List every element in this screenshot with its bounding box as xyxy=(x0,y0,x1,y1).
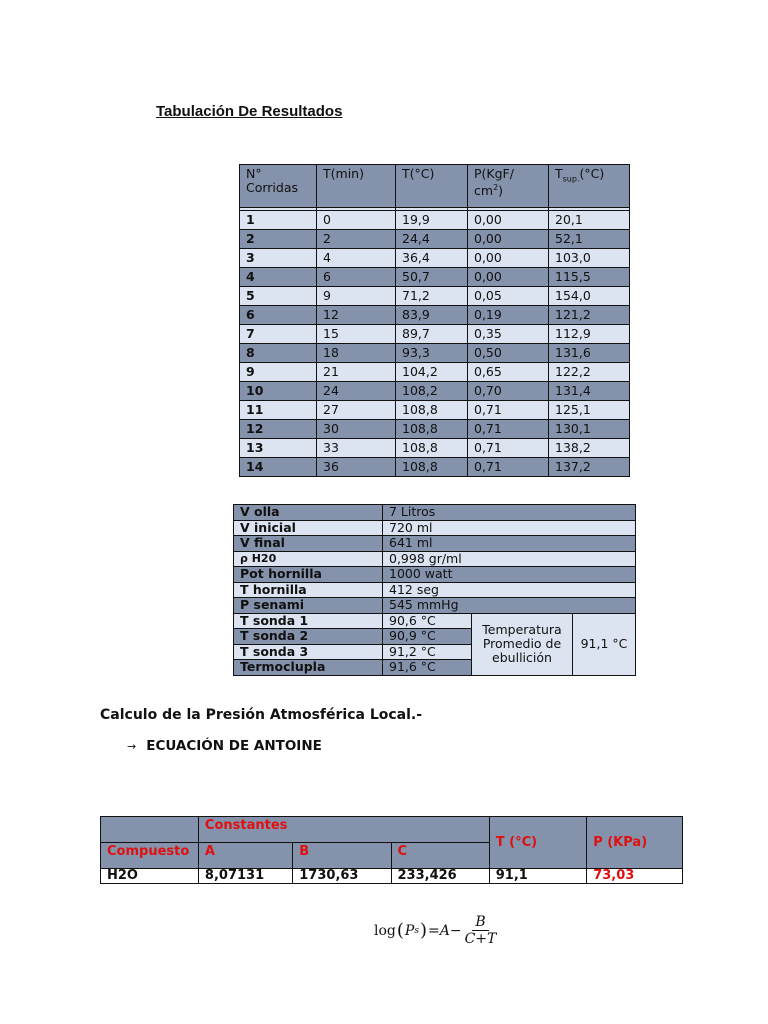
table-row xyxy=(240,382,630,401)
formula-a: A xyxy=(439,922,450,939)
cell-p: 0,71 xyxy=(468,420,549,439)
compuesto-header: Compuesto xyxy=(101,843,199,869)
cell-corridas: 10 xyxy=(240,382,317,401)
cell-tc: 50,7 xyxy=(396,268,468,287)
param-key: T sonda 2 xyxy=(234,629,383,645)
a-header: A xyxy=(198,843,292,869)
constantes-header: Constantes xyxy=(198,817,489,843)
param-value: 1000 watt xyxy=(383,567,636,583)
cell-tc: 108,2 xyxy=(396,382,468,401)
header-tmin: T(min) xyxy=(317,165,396,208)
cell-tc: 24,4 xyxy=(396,230,468,249)
cell-corridas: 5 xyxy=(240,287,317,306)
cell-tmin: 0 xyxy=(317,211,396,230)
cell-tc: 104,2 xyxy=(396,363,468,382)
cell-tmin: 9 xyxy=(317,287,396,306)
results-table-header xyxy=(240,165,630,208)
cell-tc: 19,9 xyxy=(396,211,468,230)
antoine-formula xyxy=(374,914,496,947)
header-tsup-main: T xyxy=(555,166,563,181)
cell-p: 0,65 xyxy=(468,363,549,382)
table-row xyxy=(234,598,636,614)
header-p: P(KgF/ $cm^2$) xyxy=(468,165,549,208)
param-value: 91,6 °C xyxy=(383,660,472,676)
table-row xyxy=(240,420,630,439)
formula-minus: − xyxy=(449,922,462,939)
cell-corridas: 7 xyxy=(240,325,317,344)
param-value: 0,998 gr/ml xyxy=(383,551,636,567)
cell-p: 0,71 xyxy=(468,458,549,477)
cell-p: 0,00 xyxy=(468,230,549,249)
cell-tsup: 112,9 xyxy=(549,325,630,344)
cell-tmin: 24 xyxy=(317,382,396,401)
table-row xyxy=(240,344,630,363)
results-table xyxy=(239,164,630,477)
param-value: 641 ml xyxy=(383,536,636,552)
cell-tmin: 30 xyxy=(317,420,396,439)
param-key: V final xyxy=(234,536,383,552)
table-row xyxy=(234,613,636,629)
cell-p: 0,00 xyxy=(468,249,549,268)
avg-temp-label: Temperatura Promedio de ebullición xyxy=(472,613,573,675)
param-key: T sonda 3 xyxy=(234,644,383,660)
cell-corridas: 12 xyxy=(240,420,317,439)
formula-eq: = xyxy=(427,922,440,939)
cell-tc: 83,9 xyxy=(396,306,468,325)
param-key: V inicial xyxy=(234,520,383,536)
cell-tc: 108,8 xyxy=(396,458,468,477)
param-key: V olla xyxy=(234,505,383,521)
antoine-title: ECUACIÓN DE ANTOINE xyxy=(146,738,322,754)
cell-tc: 89,7 xyxy=(396,325,468,344)
c-cell: 233,426 xyxy=(391,869,489,884)
param-value: 545 mmHg xyxy=(383,598,636,614)
param-key: T hornilla xyxy=(234,582,383,598)
table-row xyxy=(234,505,636,521)
cell-tc: 36,4 xyxy=(396,249,468,268)
header-tsup-sub: sup. xyxy=(562,174,580,184)
t-cell: 91,1 xyxy=(489,869,586,884)
cell-p: 0,00 xyxy=(468,211,549,230)
cell-p: 0,70 xyxy=(468,382,549,401)
header-tsup xyxy=(549,165,630,208)
table-row xyxy=(234,567,636,583)
cell-tsup: 137,2 xyxy=(549,458,630,477)
cell-corridas: 9 xyxy=(240,363,317,382)
parameters-table xyxy=(233,504,636,676)
cell-corridas: 13 xyxy=(240,439,317,458)
param-value: 90,9 °C xyxy=(383,629,472,645)
arrow-icon: → xyxy=(127,740,137,753)
cell-tmin: 27 xyxy=(317,401,396,420)
header-tsup-rest: (°C) xyxy=(579,166,605,181)
p-header: P (KPa) xyxy=(587,817,683,869)
header-tc: T(°C) xyxy=(396,165,468,208)
param-key: Termoclupla xyxy=(234,660,383,676)
cell-corridas: 4 xyxy=(240,268,317,287)
cell-tmin: 2 xyxy=(317,230,396,249)
cell-tsup: 20,1 xyxy=(549,211,630,230)
cell-tmin: 33 xyxy=(317,439,396,458)
cell-corridas: 14 xyxy=(240,458,317,477)
paren-close-icon: ) xyxy=(419,920,427,941)
cell-tsup: 131,4 xyxy=(549,382,630,401)
param-value: 412 seg xyxy=(383,582,636,598)
paren-open-icon: ( xyxy=(396,920,404,941)
table-row xyxy=(240,363,630,382)
cell-tmin: 18 xyxy=(317,344,396,363)
table-row xyxy=(240,439,630,458)
avg-temp-value: 91,1 °C xyxy=(573,613,636,675)
param-value: 720 ml xyxy=(383,520,636,536)
formula-den: C+T xyxy=(464,931,497,947)
cell-tsup: 154,0 xyxy=(549,287,630,306)
cell-p: 0,35 xyxy=(468,325,549,344)
cell-tsup: 131,6 xyxy=(549,344,630,363)
param-value: 90,6 °C xyxy=(383,613,472,629)
cell-p: 0,50 xyxy=(468,344,549,363)
cell-corridas: 3 xyxy=(240,249,317,268)
cell-tmin: 6 xyxy=(317,268,396,287)
formula-log: log xyxy=(374,922,396,939)
cell-tmin: 12 xyxy=(317,306,396,325)
cell-corridas: 1 xyxy=(240,211,317,230)
antoine-heading xyxy=(127,738,322,754)
formula-fraction xyxy=(465,914,497,947)
compound-cell: H2O xyxy=(101,869,199,884)
cell-tc: 108,8 xyxy=(396,401,468,420)
table-row xyxy=(240,306,630,325)
antoine-table xyxy=(100,816,683,884)
param-key: Pot hornilla xyxy=(234,567,383,583)
cell-tc: 108,8 xyxy=(396,439,468,458)
cell-p: 0,00 xyxy=(468,268,549,287)
cell-corridas: 2 xyxy=(240,230,317,249)
cell-tsup: 52,1 xyxy=(549,230,630,249)
formula-num: B xyxy=(472,914,488,931)
table-row xyxy=(240,458,630,477)
cell-tsup: 138,2 xyxy=(549,439,630,458)
a-cell: 8,07131 xyxy=(198,869,292,884)
cell-corridas: 11 xyxy=(240,401,317,420)
table-row xyxy=(234,536,636,552)
param-key: T sonda 1 xyxy=(234,613,383,629)
param-key: ρ H20 xyxy=(234,551,383,567)
table-row xyxy=(240,249,630,268)
c-header: C xyxy=(391,843,489,869)
cell-tsup: 103,0 xyxy=(549,249,630,268)
formula-p: P xyxy=(404,922,415,939)
empty-header-cell xyxy=(101,817,199,843)
formula-sup: s xyxy=(414,925,419,936)
cell-tsup: 115,5 xyxy=(549,268,630,287)
cell-tsup: 130,1 xyxy=(549,420,630,439)
t-header: T (°C) xyxy=(489,817,586,869)
table-row xyxy=(240,268,630,287)
cell-tmin: 21 xyxy=(317,363,396,382)
table-row xyxy=(234,520,636,536)
cell-tmin: 15 xyxy=(317,325,396,344)
cell-tsup: 122,2 xyxy=(549,363,630,382)
header-corridas: N° Corridas xyxy=(240,165,317,208)
cell-tsup: 121,2 xyxy=(549,306,630,325)
cell-tmin: 36 xyxy=(317,458,396,477)
cell-tmin: 4 xyxy=(317,249,396,268)
calc-title: Calculo de la Presión Atmosférica Local.- xyxy=(100,707,423,723)
cell-p: 0,05 xyxy=(468,287,549,306)
cell-corridas: 8 xyxy=(240,344,317,363)
p-cell: 73,03 xyxy=(587,869,683,884)
cell-p: 0,19 xyxy=(468,306,549,325)
param-value: 7 Litros xyxy=(383,505,636,521)
table-row xyxy=(240,325,630,344)
table-row xyxy=(240,287,630,306)
cell-tsup: 125,1 xyxy=(549,401,630,420)
cell-p: 0,71 xyxy=(468,439,549,458)
b-header: B xyxy=(293,843,391,869)
table-row xyxy=(234,551,636,567)
param-value: 91,2 °C xyxy=(383,644,472,660)
cell-tc: 71,2 xyxy=(396,287,468,306)
cell-p: 0,71 xyxy=(468,401,549,420)
cell-corridas: 6 xyxy=(240,306,317,325)
cell-tc: 93,3 xyxy=(396,344,468,363)
section-title: Tabulación De Resultados xyxy=(156,103,343,120)
param-key: P senami xyxy=(234,598,383,614)
cell-tc: 108,8 xyxy=(396,420,468,439)
table-row xyxy=(240,211,630,230)
table-row xyxy=(240,401,630,420)
table-row xyxy=(234,582,636,598)
b-cell: 1730,63 xyxy=(293,869,391,884)
table-row xyxy=(240,230,630,249)
